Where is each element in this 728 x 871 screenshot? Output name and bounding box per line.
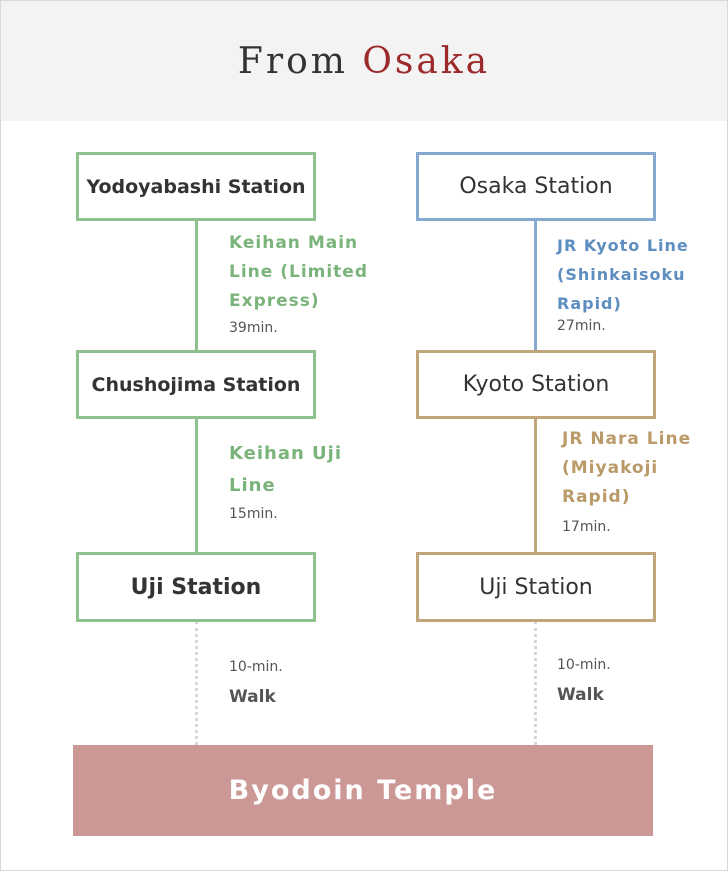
station-kyoto [416, 350, 656, 419]
walk-duration-left: 10-min. [229, 659, 283, 675]
duration-jr-nara: 17min. [562, 519, 611, 535]
header-band [1, 1, 727, 121]
line-name-jr-nara [562, 425, 691, 512]
title-prefix: From [237, 41, 348, 82]
line-name-part: JR Nara Line [562, 429, 692, 449]
line-name-part: Keihan Main [229, 233, 359, 253]
station-label: Uji Station [479, 574, 593, 600]
walk-label-left: Walk [229, 687, 276, 707]
route-line-keihan-uji [195, 418, 198, 553]
destination-byodoin [73, 745, 653, 836]
duration-jr-kyoto: 27min. [557, 318, 606, 334]
duration-keihan-main: 39min. [229, 320, 278, 336]
station-label: Kyoto Station [462, 372, 610, 397]
walk-label-right: Walk [557, 685, 604, 705]
walk-duration-right: 10-min. [557, 657, 611, 673]
line-name-part: JR Kyoto Line [557, 236, 689, 255]
title-city: Osaka [362, 41, 491, 82]
station-uji-left [76, 552, 316, 622]
line-name-part: Rapid) [557, 294, 622, 313]
route-line-jr-nara [534, 418, 537, 553]
line-name-jr-kyoto [557, 231, 689, 318]
line-name-part: Line [229, 475, 276, 496]
station-label: Uji Station [130, 574, 262, 600]
duration-keihan-uji: 15min. [229, 506, 278, 522]
route-line-keihan-main [195, 220, 198, 351]
station-label: Yodoyabashi Station [86, 175, 306, 198]
station-chushojima [76, 350, 316, 419]
destination-label: Byodoin Temple [228, 775, 498, 806]
station-uji-right [416, 552, 656, 622]
line-name-part: Line (Limited [229, 262, 369, 282]
walk-path-left [195, 621, 198, 745]
page-title [1, 41, 727, 82]
line-name-part: Express) [229, 291, 320, 311]
walk-path-right [534, 621, 537, 745]
route-line-jr-kyoto [534, 220, 537, 351]
station-label: Chushojima Station [91, 373, 301, 396]
line-name-part: Keihan Uji [229, 443, 343, 464]
line-name-part: (Shinkaisoku [557, 265, 686, 284]
line-name-keihan-main [229, 229, 368, 316]
line-name-keihan-uji [229, 438, 342, 502]
station-label: Osaka Station [459, 174, 613, 199]
station-osaka [416, 152, 656, 221]
station-yodoyabashi [76, 152, 316, 221]
line-name-part: (Miyakoji [562, 458, 659, 478]
line-name-part: Rapid) [562, 487, 631, 507]
